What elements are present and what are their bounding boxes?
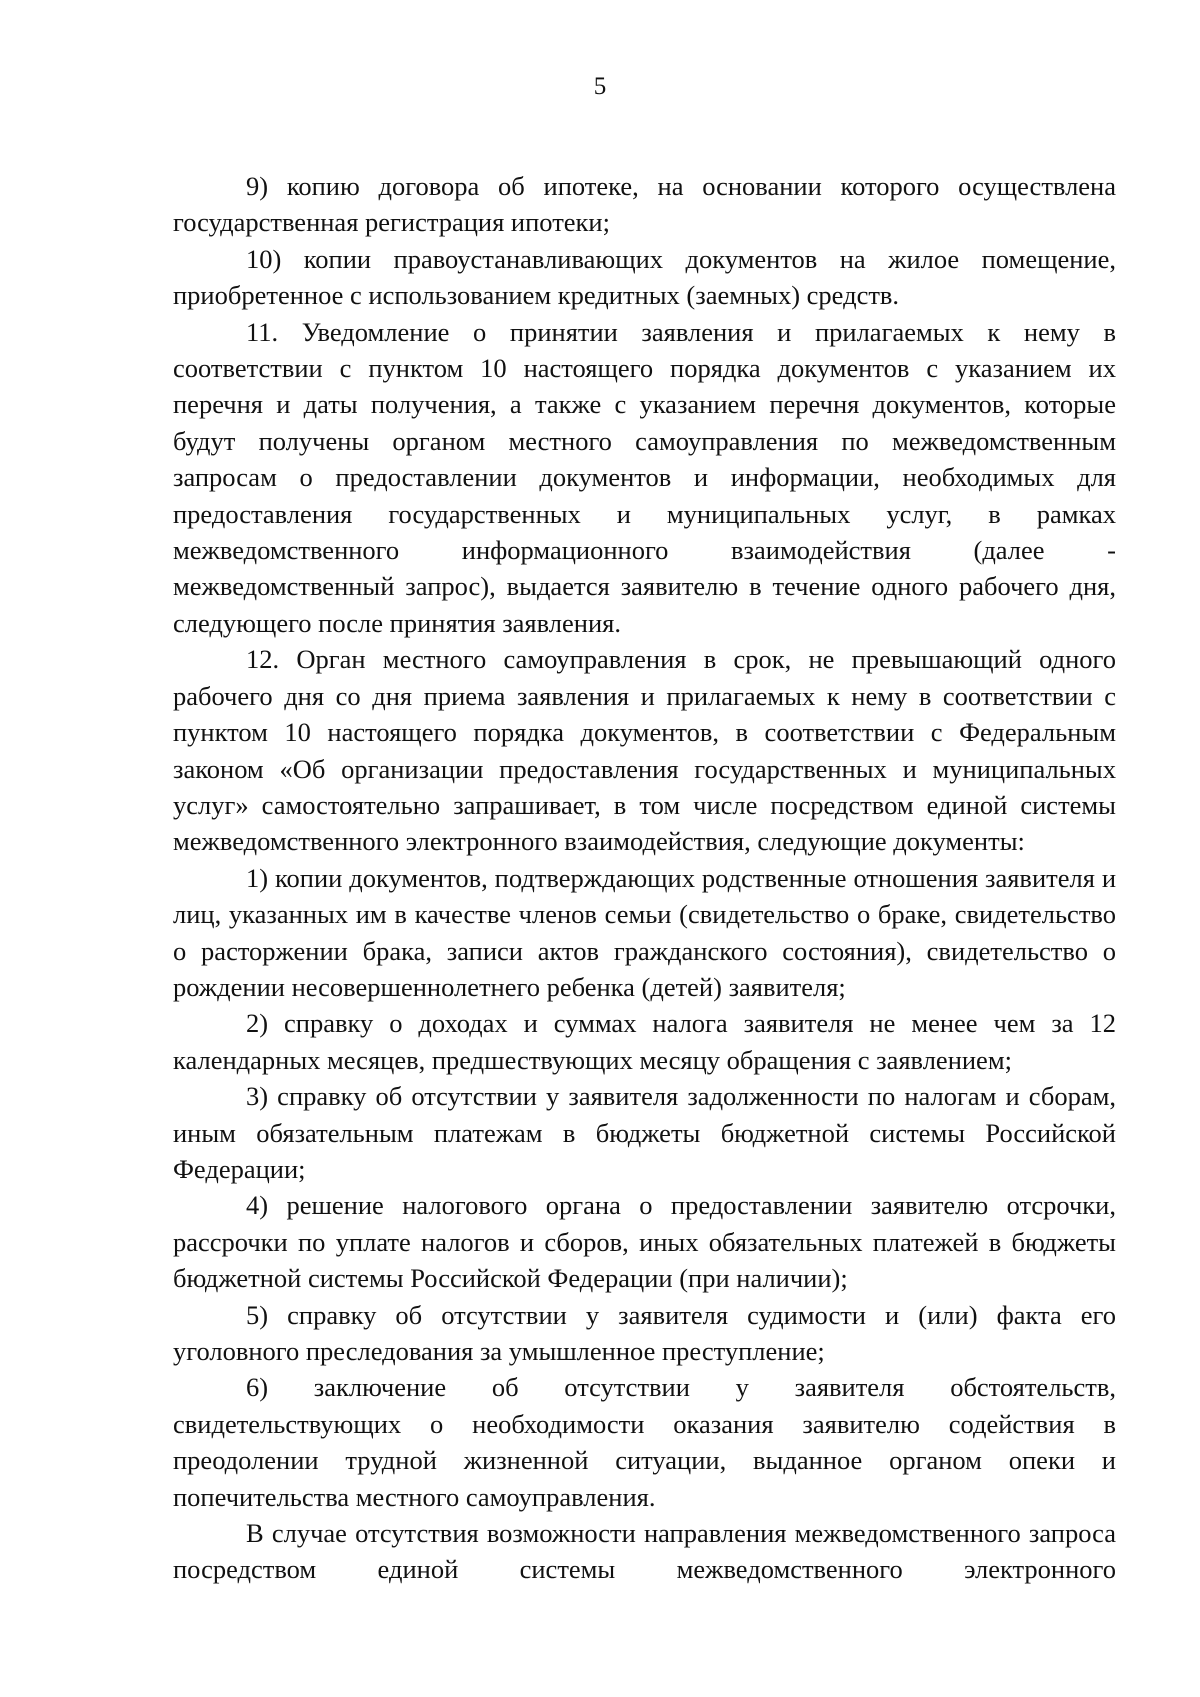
paragraph-subitem-2: 2) справку о доходах и суммах налога заявителя не менее чем за 12 календарных месяцев, предшествующих месяцу обращения с заявлением; xyxy=(173,1008,1116,1075)
paragraph-subitem-5: 5) справку об отсутствии у заявителя судимости и (или) факта его уголовного преследования за умышленное преступление; xyxy=(173,1299,1116,1366)
paragraph-clause-11: 11. Уведомление о принятии заявления и прилагаемых к нему в соответствии с пунктом 10 настоящего порядка документов с указанием их перечня и даты получения, а также с указанием перечня документов, которые будут получены органом местного самоуправления по межведомственным запросам о предоставлении документов и информации, необходимых для предоставления государственных и муниципальных услуг, в рамках межведомственного информационного взаимодействия (далее - межведомственный запрос), выдается заявителю в течение одного рабочего дня, следующего после принятия заявления. xyxy=(173,316,1116,638)
paragraph-continuation: В случае отсутствия возможности направления межведомственного запроса посредством единой системы межведомственного электронного xyxy=(173,1518,1116,1585)
paragraph-subitem-1: 1) копии документов, подтверждающих родственные отношения заявителя и лиц, указанных им в качестве членов семьи (свидетельство о браке, свидетельство о расторжении брака, записи актов гражданского состояния), свидетельство о рождении несовершеннолетнего ребенка (детей) заявителя; xyxy=(173,862,1116,1002)
document-body xyxy=(173,168,1116,1588)
paragraph-item-10: 10) копии правоустанавливающих документов на жилое помещение, приобретенное с использованием кредитных (заемных) средств. xyxy=(173,243,1116,311)
page-number: 5 xyxy=(593,73,607,100)
paragraph-item-9: 9) копию договора об ипотеке, на основании которого осуществлена государственная регистрация ипотеки; xyxy=(173,171,1116,238)
paragraph-subitem-3: 3) справку об отсутствии у заявителя задолженности по налогам и сборам, иным обязательным платежам в бюджеты бюджетной системы Российской Федерации; xyxy=(173,1081,1116,1184)
paragraph-clause-12: 12. Орган местного самоуправления в срок, не превышающий одного рабочего дня со дня приема заявления и прилагаемых к нему в соответствии с пунктом 10 настоящего порядка документов, в соответствии с Федеральным законом «Об организации предоставления государственных и муниципальных услуг» самостоятельно запрашивает, в том числе посредством единой системы межведомственного электронного взаимодействия, следующие документы: xyxy=(173,644,1116,857)
paragraph-subitem-6: 6) заключение об отсутствии у заявителя обстоятельств, свидетельствующих о необходимости оказания заявителю содействия в преодолении трудной жизненной ситуации, выданное органом опеки и попечительства местного самоуправления. xyxy=(173,1372,1116,1512)
paragraph-subitem-4: 4) решение налогового органа о предоставлении заявителю отсрочки, рассрочки по уплате налогов и сборов, иных обязательных платежей в бюджеты бюджетной системы Российской Федерации (при наличии); xyxy=(173,1190,1116,1294)
